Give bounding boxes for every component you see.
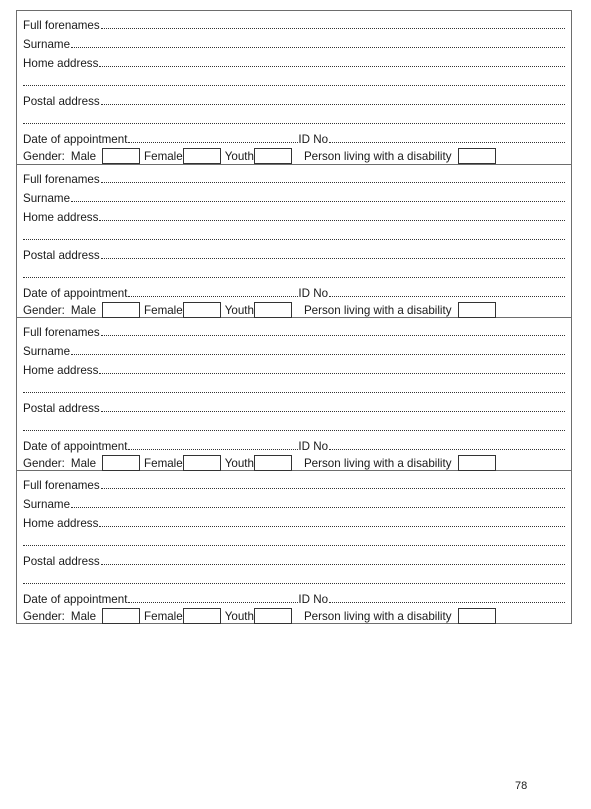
date-of-appointment-label: Date of appointment — [23, 287, 128, 300]
home-address-field-2[interactable] — [23, 391, 565, 393]
male-checkbox[interactable] — [102, 455, 140, 471]
full-forenames-row[interactable] — [17, 320, 571, 339]
youth-checkbox[interactable] — [254, 455, 292, 471]
date-id-row[interactable] — [17, 434, 571, 453]
youth-label: Youth — [224, 303, 254, 317]
home-address-row-2[interactable] — [17, 70, 571, 89]
male-label: Male — [70, 303, 97, 317]
postal-address-row[interactable] — [17, 243, 571, 262]
female-checkbox[interactable] — [183, 608, 221, 624]
id-no-label: ID No — [298, 440, 329, 453]
youth-checkbox[interactable] — [254, 148, 292, 164]
postal-address-field-2[interactable] — [23, 429, 565, 431]
male-checkbox[interactable] — [102, 302, 140, 318]
youth-label: Youth — [224, 149, 254, 163]
male-checkbox[interactable] — [102, 608, 140, 624]
appointment-form — [16, 10, 572, 624]
surname-row[interactable] — [17, 492, 571, 511]
home-address-row[interactable] — [17, 205, 571, 224]
home-address-row-2[interactable] — [17, 377, 571, 396]
postal-address-field[interactable] — [101, 410, 565, 412]
page-number: 78 — [515, 780, 528, 792]
full-forenames-field[interactable] — [101, 334, 565, 336]
person-entry — [17, 11, 571, 164]
id-no-label: ID No — [298, 133, 329, 146]
postal-address-field-2[interactable] — [23, 276, 565, 278]
female-checkbox[interactable] — [183, 148, 221, 164]
surname-field[interactable] — [71, 353, 565, 355]
surname-label: Surname — [23, 38, 71, 51]
postal-address-field[interactable] — [101, 563, 565, 565]
disability-checkbox[interactable] — [458, 302, 496, 318]
postal-address-row-2[interactable] — [17, 262, 571, 281]
disability-checkbox[interactable] — [458, 148, 496, 164]
surname-row[interactable] — [17, 186, 571, 205]
postal-address-row[interactable] — [17, 549, 571, 568]
date-id-row[interactable] — [17, 127, 571, 146]
disability-checkbox[interactable] — [458, 608, 496, 624]
full-forenames-field[interactable] — [101, 27, 565, 29]
full-forenames-label: Full forenames — [23, 479, 100, 492]
surname-label: Surname — [23, 192, 71, 205]
postal-address-row[interactable] — [17, 396, 571, 415]
gender-label: Gender: — [23, 609, 65, 623]
date-of-appointment-field[interactable] — [128, 448, 298, 450]
id-no-label: ID No — [298, 593, 329, 606]
postal-address-label: Postal address — [23, 402, 100, 415]
date-of-appointment-label: Date of appointment — [23, 133, 128, 146]
date-of-appointment-label: Date of appointment — [23, 440, 128, 453]
home-address-field[interactable] — [99, 525, 565, 527]
home-address-label: Home address — [23, 57, 99, 70]
date-of-appointment-label: Date of appointment — [23, 593, 128, 606]
surname-field[interactable] — [71, 200, 565, 202]
female-label: Female — [144, 303, 183, 317]
home-address-field[interactable] — [99, 372, 565, 374]
date-id-row[interactable] — [17, 281, 571, 300]
home-address-row-2[interactable] — [17, 224, 571, 243]
postal-address-row-2[interactable] — [17, 568, 571, 587]
id-no-label: ID No — [298, 287, 329, 300]
postal-address-row-2[interactable] — [17, 108, 571, 127]
youth-checkbox[interactable] — [254, 302, 292, 318]
full-forenames-row[interactable] — [17, 13, 571, 32]
home-address-row[interactable] — [17, 51, 571, 70]
date-id-row[interactable] — [17, 587, 571, 606]
full-forenames-field[interactable] — [101, 487, 565, 489]
home-address-label: Home address — [23, 211, 99, 224]
surname-row[interactable] — [17, 339, 571, 358]
postal-address-field[interactable] — [101, 103, 565, 105]
surname-row[interactable] — [17, 32, 571, 51]
disability-label: Person living with a disability — [303, 149, 452, 163]
home-address-row[interactable] — [17, 358, 571, 377]
postal-address-row-2[interactable] — [17, 415, 571, 434]
home-address-label: Home address — [23, 517, 99, 530]
id-no-field[interactable] — [329, 601, 565, 603]
disability-label: Person living with a disability — [303, 609, 452, 623]
date-of-appointment-field[interactable] — [128, 601, 298, 603]
id-no-field[interactable] — [329, 448, 565, 450]
home-address-field-2[interactable] — [23, 84, 565, 86]
disability-label: Person living with a disability — [303, 303, 452, 317]
person-entry — [17, 164, 571, 317]
home-address-field[interactable] — [99, 219, 565, 221]
person-entry — [17, 317, 571, 470]
youth-label: Youth — [224, 456, 254, 470]
home-address-row[interactable] — [17, 511, 571, 530]
full-forenames-field[interactable] — [101, 181, 565, 183]
female-label: Female — [144, 149, 183, 163]
male-label: Male — [70, 609, 97, 623]
full-forenames-row[interactable] — [17, 167, 571, 186]
female-label: Female — [144, 456, 183, 470]
youth-checkbox[interactable] — [254, 608, 292, 624]
female-label: Female — [144, 609, 183, 623]
surname-label: Surname — [23, 345, 71, 358]
female-checkbox[interactable] — [183, 455, 221, 471]
postal-address-label: Postal address — [23, 95, 100, 108]
postal-address-field-2[interactable] — [23, 122, 565, 124]
gender-row — [17, 146, 571, 166]
home-address-row-2[interactable] — [17, 530, 571, 549]
home-address-label: Home address — [23, 364, 99, 377]
male-label: Male — [70, 456, 97, 470]
surname-field[interactable] — [71, 506, 565, 508]
full-forenames-label: Full forenames — [23, 326, 100, 339]
full-forenames-label: Full forenames — [23, 173, 100, 186]
gender-label: Gender: — [23, 456, 65, 470]
postal-address-label: Postal address — [23, 249, 100, 262]
gender-label: Gender: — [23, 303, 65, 317]
female-checkbox[interactable] — [183, 302, 221, 318]
youth-label: Youth — [224, 609, 254, 623]
postal-address-field-2[interactable] — [23, 582, 565, 584]
home-address-field[interactable] — [99, 65, 565, 67]
postal-address-row[interactable] — [17, 89, 571, 108]
id-no-field[interactable] — [329, 141, 565, 143]
gender-row — [17, 606, 571, 626]
gender-label: Gender: — [23, 149, 65, 163]
person-entry — [17, 470, 571, 623]
male-label: Male — [70, 149, 97, 163]
male-checkbox[interactable] — [102, 148, 140, 164]
surname-field[interactable] — [71, 46, 565, 48]
home-address-field-2[interactable] — [23, 544, 565, 546]
surname-label: Surname — [23, 498, 71, 511]
date-of-appointment-field[interactable] — [128, 295, 298, 297]
home-address-field-2[interactable] — [23, 238, 565, 240]
postal-address-label: Postal address — [23, 555, 100, 568]
full-forenames-label: Full forenames — [23, 19, 100, 32]
disability-checkbox[interactable] — [458, 455, 496, 471]
postal-address-field[interactable] — [101, 257, 565, 259]
full-forenames-row[interactable] — [17, 473, 571, 492]
date-of-appointment-field[interactable] — [128, 141, 298, 143]
disability-label: Person living with a disability — [303, 456, 452, 470]
id-no-field[interactable] — [329, 295, 565, 297]
